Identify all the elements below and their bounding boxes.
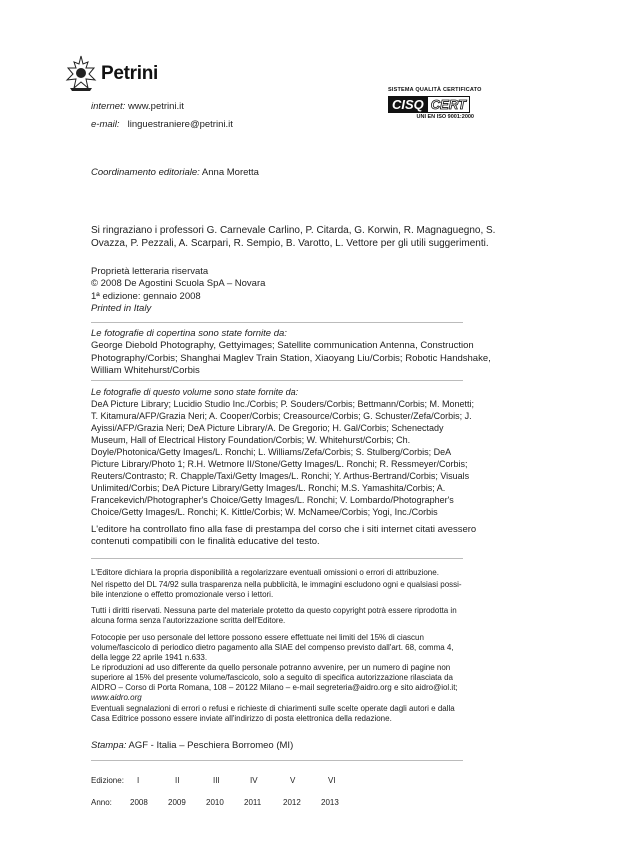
- brand-name: Petrini: [101, 63, 159, 84]
- print-line: [91, 740, 463, 752]
- internet-line: [91, 101, 184, 113]
- internet-link[interactable]: www.petrini.it: [127, 101, 184, 112]
- year-cell: 2010: [206, 798, 224, 807]
- credit-line: Francekevich/Photographer's Choice/Getty Images/L. Ronchi; V. Lombardo/Photographer's: [91, 495, 454, 505]
- email-label: e-mail:: [91, 119, 120, 130]
- acknowledgements-line: Ovazza, P. Pezzali, A. Scarpari, R. Sempio, B. Varotto, L. Vettore per gli utili suggerimenti.: [91, 238, 489, 249]
- email-line: [91, 119, 233, 131]
- credit-line: William Whitehurst/Corbis: [91, 364, 200, 376]
- credit-line: Picture Library/Photo 1; R.H. Wetmore II/Stone/Getty Images/L. Ronchi; R. Ressmeyer/Corbis;: [91, 459, 468, 469]
- internet-label: internet:: [91, 101, 126, 112]
- credit-line: DeA Picture Library; Lucidio Studio Inc./Corbis; P. Souders/Corbis; Bettmann/Corbis; M. Monetti;: [91, 399, 475, 409]
- certification-logo: [388, 96, 480, 113]
- edition-cell: VI: [328, 776, 336, 785]
- year-cell: 2009: [168, 798, 186, 807]
- divider: [91, 558, 463, 559]
- edition-cell: IV: [250, 776, 258, 785]
- email-link[interactable]: linguestraniere@petrini.it: [127, 119, 233, 130]
- credit-line: T. Kitamura/AFP/Grazia Neri; A. Cooper/Corbis; Creasource/Corbis; G. Schuster/Zefa/Corbis; J.: [91, 411, 472, 421]
- divider: [91, 322, 463, 323]
- credit-line: Photography/Corbis; Shanghai Maglev Train Station, Xiaoyang Liu/Corbis; Robotic Handshake,: [91, 352, 491, 364]
- legal-line: Le riproduzioni ad uso differente da quello personale potranno avvenire, per un numero di pagine non: [91, 663, 451, 672]
- legal-line: Tutti i diritti riservati. Nessuna parte del materiale protetto da questo copyright potrà essere riprodotta in: [91, 606, 457, 615]
- legal-line: della legge 22 aprile 1941 n.633.: [91, 653, 208, 662]
- websites-note: [91, 524, 477, 549]
- year-label: Anno:: [91, 798, 112, 807]
- rights-reserved: Proprietà letteraria riservata: [91, 266, 209, 277]
- edition-cell: II: [175, 776, 180, 785]
- credit-line: Choice/Getty Images/L. Ronchi; K. Kittle/Corbis; W. McNamee/Corbis; Yogi, Inc./Corbis: [91, 507, 438, 517]
- legal-line: Nel rispetto del DL 74/92 sulla trasparenza nella pubblicità, le immagini escludono ogni e qualsiasi possi-: [91, 580, 462, 589]
- certification-mark: [388, 87, 480, 120]
- divider: [91, 380, 463, 381]
- divider: [91, 760, 463, 761]
- printed-in: Printed in Italy: [91, 302, 152, 314]
- edition-label: Edizione:: [91, 776, 124, 785]
- legal-line: alcuna forma senza l'autorizzazione scritta dell'Editore.: [91, 616, 286, 625]
- legal-transparency: [91, 580, 463, 600]
- credit-line: Ayissi/AFP/Grazia Neri; DeA Picture Library/A. De Gregorio; H. Gal/Corbis; Schenectady: [91, 423, 444, 433]
- print-value: AGF - Italia – Peschiera Borromeo (MI): [128, 740, 294, 751]
- legal-line: Fotocopie per uso personale del lettore possono essere effettuate nei limiti del 15% di ciascun: [91, 633, 424, 642]
- edition-cell: V: [290, 776, 296, 785]
- acknowledgements: [91, 224, 496, 250]
- edition-cell: III: [213, 776, 220, 785]
- legal-rights: [91, 606, 463, 626]
- legal-errors: [91, 704, 463, 724]
- credit-line: Unlimited/Corbis; DeA Picture Library/Getty Images/L. Ronchi; M.S. Yamashita/Corbis; A.: [91, 483, 446, 493]
- coordination-line: [91, 167, 463, 179]
- legal-photocopies: [91, 633, 463, 703]
- edition-cell: I: [137, 776, 140, 785]
- coordination-label: Coordinamento editoriale:: [91, 167, 200, 178]
- volume-photo-credits: [91, 386, 475, 518]
- legal-line: volume/fascicolo di periodico dietro pagamento alla SIAE del compenso previsto dall'art. 68, comma 4,: [91, 643, 454, 652]
- acknowledgements-line: Si ringraziano i professori G. Carnevale Carlino, P. Citarda, G. Korwin, R. Magnaguegno, S.: [91, 225, 496, 236]
- cover-photo-credits: [91, 328, 491, 377]
- legal-line: bile intenzione o effetto promozionale verso i lettori.: [91, 590, 274, 599]
- credit-line: Reuters/Contrasto; R. Chapple/Taxi/Getty Images/L. Ronchi; Y. Arthus-Bertrand/Corbis; Visuals: [91, 471, 470, 481]
- credit-line: George Diebold Photography, Gettyimages; Satellite communication Antenna, Construction: [91, 340, 474, 352]
- year-cell: 2008: [130, 798, 148, 807]
- note-line: L'editore ha controllato fino alla fase di prestampa del corso che i siti internet citati avessero: [91, 524, 477, 535]
- cisq-label: CISQ: [388, 96, 427, 113]
- print-label: Stampa:: [91, 740, 127, 751]
- year-cell: 2012: [283, 798, 301, 807]
- cert-label: CERT: [427, 96, 470, 113]
- edition-date: 1ª edizione: gennaio 2008: [91, 290, 201, 302]
- petrini-logo-icon: [64, 54, 98, 92]
- legal-attribution: [91, 568, 463, 578]
- year-cell: 2011: [244, 798, 262, 807]
- certification-title: SISTEMA QUALITÀ CERTIFICATO: [388, 87, 482, 93]
- copyright-line: © 2008 De Agostini Scuola SpA – Novara: [91, 278, 266, 290]
- year-cell: 2013: [321, 798, 339, 807]
- credit-line: Doyle/Photonica/Getty Images/L. Ronchi; L. Williams/Zefa/Corbis; S. Stulberg/Corbis; DeA: [91, 447, 452, 457]
- credit-line: Museum, Hall of Electrical History Foundation/Corbis; W. Whitehurst/Corbis; Ch.: [91, 435, 411, 445]
- legal-line: superiore al 15% del presente volume/fascicolo, solo a seguito di specifica autorizzazione rilasciata da: [91, 673, 453, 682]
- iso-label: UNI EN ISO 9001:2000: [416, 114, 474, 120]
- legal-line: AIDRO – Corso di Porta Romana, 108 – 20122 Milano – e-mail segreteria@aidro.org e sito aidro@iol.it;: [91, 683, 458, 692]
- legal-line: Eventuali segnalazioni di errori o refusi e richieste di chiarimenti sulle scelte operate dagli autori e dalla: [91, 704, 455, 713]
- note-line: contenuti compatibili con le finalità educative del testo.: [91, 536, 320, 548]
- legal-line: Casa Editrice possono essere inviate all'indirizzo di posta elettronica della redazione.: [91, 714, 392, 723]
- volume-photo-heading: Le fotografie di questo volume sono state fornite da:: [91, 387, 299, 397]
- rights-block: [91, 266, 463, 315]
- coordination-value: Anna Moretta: [201, 167, 259, 178]
- legal-line: L'Editore dichiara la propria disponibilità a regolarizzare eventuali omissioni o errori di attribuzione.: [91, 568, 439, 577]
- cover-photo-heading: Le fotografie di copertina sono state fornite da:: [91, 328, 287, 339]
- legal-line: www.aidro.org: [91, 693, 142, 702]
